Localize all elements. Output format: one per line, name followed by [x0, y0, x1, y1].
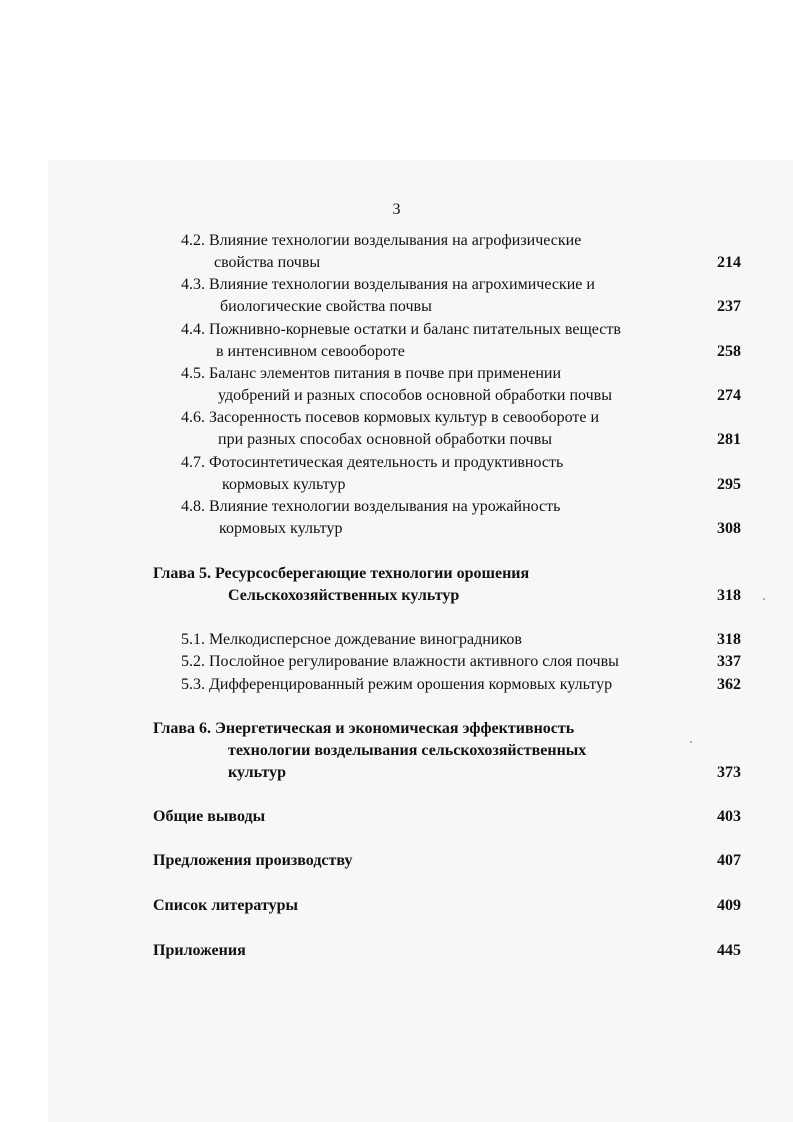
- toc-entry-4-7-line-2: кормовых культур: [222, 476, 346, 493]
- chapter-6-title-line-2: технологии возделывания сельскохозяйственных: [228, 742, 587, 759]
- toc-entry-4-4-line-1: 4.4. Пожнивно-корневые остатки и баланс питательных веществ: [181, 321, 621, 338]
- toc-entry-4-5-line-2: удобрений и разных способов основной обработки почвы: [218, 387, 612, 404]
- toc-references: Список литературы: [153, 897, 298, 914]
- toc-production-proposals: Предложения производству: [153, 852, 353, 869]
- toc-entry-4-6-line-2: при разных способах основной обработки почвы: [218, 431, 553, 448]
- chapter-6-page: 373: [717, 764, 741, 781]
- toc-entry-5-3-page: 362: [717, 676, 741, 693]
- chapter-6-title-line-1: Глава 6. Энергетическая и экономическая эффективность: [153, 720, 575, 737]
- toc-entry-4-6-line-1: 4.6. Засоренность посевов кормовых культур в севообороте и: [181, 409, 600, 426]
- toc-entry-4-2-line-2: свойства почвы: [214, 254, 321, 271]
- toc-entry-4-6-page: 281: [717, 431, 741, 448]
- toc-general-conclusions: Общие выводы: [153, 808, 266, 825]
- toc-entry-4-2-line-1: 4.2. Влияние технологии возделывания на агрофизические: [181, 232, 582, 249]
- chapter-5-title-line-2: Сельскохозяйственных культур: [228, 587, 460, 604]
- toc-appendices: Приложения: [153, 942, 246, 959]
- toc-entry-4-7-line-1: 4.7. Фотосинтетическая деятельность и продуктивность: [181, 454, 564, 471]
- toc-references-page: 409: [717, 897, 741, 914]
- page-number: 3: [392, 201, 401, 218]
- toc-entry-4-3-page: 237: [717, 298, 741, 315]
- toc-entry-4-4-line-2: в интенсивном севообороте: [216, 343, 405, 360]
- toc-entry-4-7-page: 295: [717, 476, 741, 493]
- toc-entry-4-8-line-2: кормовых культур: [219, 520, 343, 537]
- toc-entry-4-5-page: 274: [717, 387, 741, 404]
- toc-appendices-page: 445: [717, 942, 741, 959]
- toc-entry-4-8-line-1: 4.8. Влияние технологии возделывания на урожайность: [181, 498, 561, 515]
- toc-general-conclusions-page: 403: [717, 808, 741, 825]
- chapter-5-title-line-1: Глава 5. Ресурсосберегающие технологии орошения: [153, 565, 530, 582]
- toc-entry-5-3: 5.3. Дифференцированный режим орошения кормовых культур: [181, 676, 613, 693]
- toc-production-proposals-page: 407: [717, 852, 741, 869]
- chapter-5-page: 318: [717, 587, 741, 604]
- chapter-6-title-line-3: культур: [228, 764, 286, 781]
- toc-entry-4-2-page: 214: [717, 254, 741, 271]
- toc-entry-4-4-page: 258: [717, 343, 741, 360]
- toc-entry-4-8-page: 308: [717, 520, 741, 537]
- toc-entry-5-1: 5.1. Мелкодисперсное дождевание виноградников: [181, 631, 522, 648]
- scan-speck: [763, 598, 765, 600]
- toc-entry-5-2-page: 337: [717, 653, 741, 670]
- toc-entry-5-2: 5.2. Послойное регулирование влажности активного слоя почвы: [181, 653, 619, 670]
- scan-speck: [690, 741, 692, 743]
- toc-entry-4-3-line-1: 4.3. Влияние технологии возделывания на агрохимические и: [181, 276, 595, 293]
- toc-entry-5-1-page: 318: [717, 631, 741, 648]
- toc-entry-4-5-line-1: 4.5. Баланс элементов питания в почве при применении: [181, 365, 562, 382]
- toc-entry-4-3-line-2: биологические свойства почвы: [220, 298, 432, 315]
